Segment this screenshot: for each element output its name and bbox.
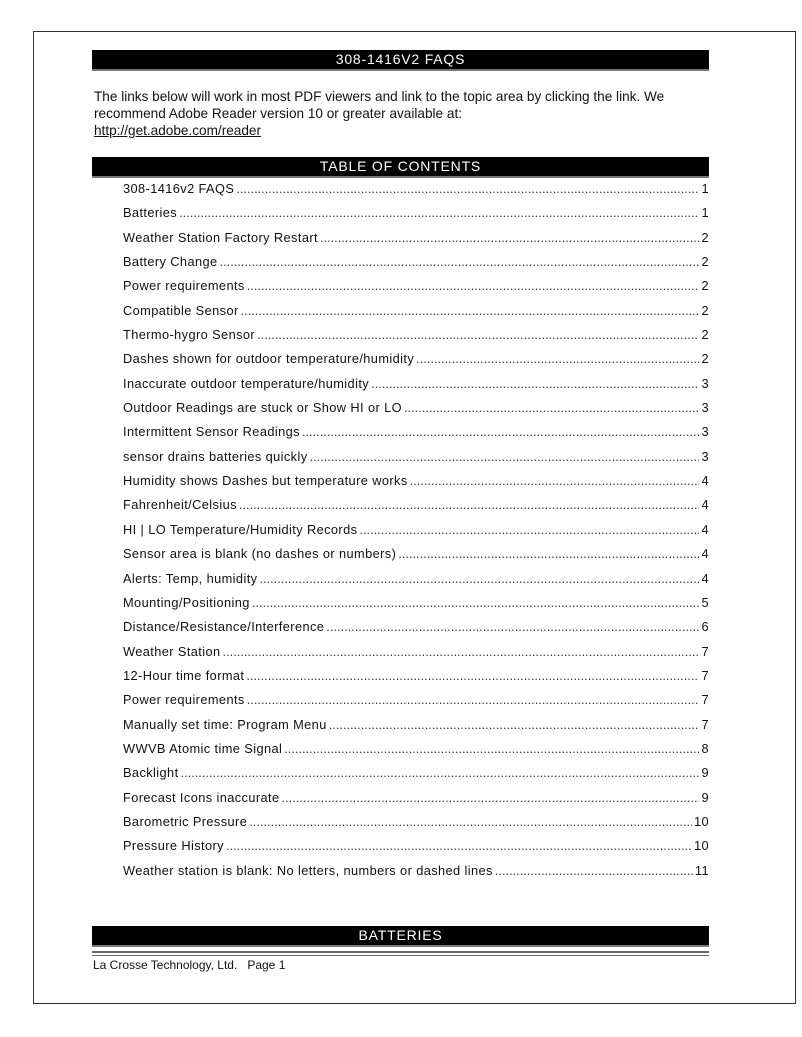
toc-entry-title: Forecast Icons inaccurate [123,789,280,805]
toc-entry-title: Battery Change [123,254,218,270]
toc-entry[interactable] [123,230,709,254]
toc-dot-leader [326,619,699,634]
toc-entry[interactable] [123,790,709,814]
toc-entry[interactable] [123,473,709,497]
toc-entry-page: 3 [701,400,709,416]
section-heading-underline [92,945,709,947]
toc-entry[interactable] [123,278,709,302]
toc-entry[interactable] [123,400,709,424]
toc-dot-leader [404,400,700,415]
toc-entry-title: Distance/Resistance/Interference [123,619,325,635]
toc-entry-title: Sensor area is blank (no dashes or numbers) [123,546,397,562]
toc-entry[interactable] [123,863,709,887]
toc-entry[interactable] [123,571,709,595]
intro-text: The links below will work in most PDF viewers and link to the topic area by clicking the link. We recommend Adobe Reader version 10 or greater available at: [94,89,665,121]
toc-entry-page: 2 [701,327,709,343]
toc-dot-leader [320,230,700,245]
toc-entry-page: 11 [694,862,709,878]
toc-entry-title: Thermo-hygro Sensor [123,327,256,343]
toc-entry-title: Manually set time: Program Menu [123,716,327,732]
toc-entry-title: Pressure History [123,838,224,854]
toc-entry[interactable] [123,424,709,448]
toc-dot-leader [329,717,700,732]
toc-entry-title: Intermittent Sensor Readings [123,424,300,440]
toc-entry[interactable] [123,546,709,570]
toc-entry-title: Weather Station Factory Restart [123,229,318,245]
toc-dot-leader [239,497,700,512]
toc-entry-page: 2 [701,229,709,245]
section-heading-batteries: BATTERIES [92,926,709,945]
toc-entry-page: 2 [701,351,709,367]
toc-entry-title: Weather Station [123,643,221,659]
toc-entry[interactable] [123,741,709,765]
table-of-contents [123,181,709,887]
toc-entry-title: Outdoor Readings are stuck or Show HI or LO [123,400,402,416]
toc-entry-page: 2 [701,302,709,318]
toc-entry-page: 9 [701,789,709,805]
footer-rule-thick [92,951,709,953]
toc-entry-title: Inaccurate outdoor temperature/humidity [123,375,370,391]
toc-entry-page: 4 [701,546,709,562]
adobe-reader-link[interactable]: http://get.adobe.com/reader [94,123,262,138]
toc-entry[interactable] [123,497,709,521]
toc-entry[interactable] [123,619,709,643]
toc-dot-leader [282,790,700,805]
toc-entry-title: Weather station is blank: No letters, numbers or dashed lines [123,862,493,878]
toc-entry[interactable] [123,644,709,668]
toc-entry-page: 9 [701,765,709,781]
toc-heading: TABLE OF CONTENTS [92,157,709,176]
toc-entry-title: Power requirements [123,278,245,294]
toc-entry-title: Humidity shows Dashes but temperature works [123,473,408,489]
toc-entry-title: Fahrenheit/Celsius [123,497,237,513]
toc-entry-title: Batteries [123,205,178,221]
toc-entry[interactable] [123,522,709,546]
toc-heading-underline [92,176,709,178]
toc-entry[interactable] [123,692,709,716]
toc-dot-leader [284,741,699,756]
toc-entry-title: Dashes shown for outdoor temperature/humidity [123,351,415,367]
toc-dot-leader [252,595,700,610]
toc-entry[interactable] [123,717,709,741]
toc-dot-leader [249,814,692,829]
toc-entry-page: 3 [701,375,709,391]
toc-entry-title: sensor drains batteries quickly [123,448,308,464]
toc-entry[interactable] [123,449,709,473]
title-underline [92,69,709,71]
toc-dot-leader [410,473,700,488]
toc-entry-title: Compatible Sensor [123,302,239,318]
toc-entry-page: 7 [701,643,709,659]
toc-entry-page: 4 [701,521,709,537]
toc-entry-page: 8 [701,740,709,756]
toc-entry[interactable] [123,303,709,327]
toc-entry[interactable] [123,838,709,862]
document-title: 308-1416V2 FAQS [92,50,709,69]
toc-entry-title: Mounting/Positioning [123,594,250,610]
toc-entry[interactable] [123,351,709,375]
toc-entry-page: 4 [701,570,709,586]
toc-dot-leader [220,254,700,269]
toc-entry[interactable] [123,668,709,692]
toc-entry-page: 1 [701,205,709,221]
toc-dot-leader [226,838,692,853]
toc-entry-title: Power requirements [123,692,245,708]
footer-company: La Crosse Technology, Ltd. [93,958,238,972]
toc-entry-page: 3 [701,424,709,440]
toc-dot-leader [259,571,699,586]
toc-dot-leader [236,181,699,196]
toc-entry-page: 2 [701,254,709,270]
toc-entry-title: Barometric Pressure [123,813,248,829]
toc-entry-title: WWVB Atomic time Signal [123,740,283,756]
toc-dot-leader [359,522,699,537]
toc-dot-leader [398,546,699,561]
toc-entry-page: 4 [701,497,709,513]
footer-rule-thin [92,955,709,956]
toc-entry-title: 12-Hour time format [123,667,245,683]
toc-dot-leader [181,765,700,780]
toc-dot-leader [179,205,699,220]
footer-page-number: Page 1 [247,958,286,972]
toc-entry-page: 10 [693,813,709,829]
toc-dot-leader [302,424,700,439]
intro-paragraph [94,88,704,139]
toc-entry[interactable] [123,327,709,351]
toc-dot-leader [246,668,699,683]
toc-entry-page: 7 [701,667,709,683]
page-footer [93,958,285,972]
toc-entry-page: 4 [701,473,709,489]
toc-entry[interactable] [123,595,709,619]
toc-entry[interactable] [123,181,709,205]
toc-dot-leader [223,644,700,659]
toc-entry[interactable] [123,254,709,278]
toc-entry-title: Backlight [123,765,179,781]
toc-dot-leader [247,692,700,707]
toc-entry-page: 7 [701,692,709,708]
toc-dot-leader [247,278,700,293]
toc-entry-title: Alerts: Temp, humidity [123,570,258,586]
toc-entry-page: 1 [701,181,709,196]
toc-entry-page: 6 [701,619,709,635]
toc-entry-page: 2 [701,278,709,294]
toc-dot-leader [241,303,700,318]
toc-entry-title: 308-1416v2 FAQS [123,181,235,196]
toc-dot-leader [257,327,699,342]
toc-entry-page: 7 [701,716,709,732]
toc-dot-leader [416,351,699,366]
toc-entry-page: 5 [701,594,709,610]
toc-dot-leader [495,863,693,878]
toc-dot-leader [310,449,700,464]
toc-entry[interactable] [123,814,709,838]
toc-entry-title: HI | LO Temperature/Humidity Records [123,521,358,537]
toc-entry-page: 10 [693,838,709,854]
toc-dot-leader [371,376,699,391]
toc-entry[interactable] [123,205,709,229]
toc-entry[interactable] [123,765,709,789]
toc-entry[interactable] [123,376,709,400]
toc-entry-page: 3 [701,448,709,464]
